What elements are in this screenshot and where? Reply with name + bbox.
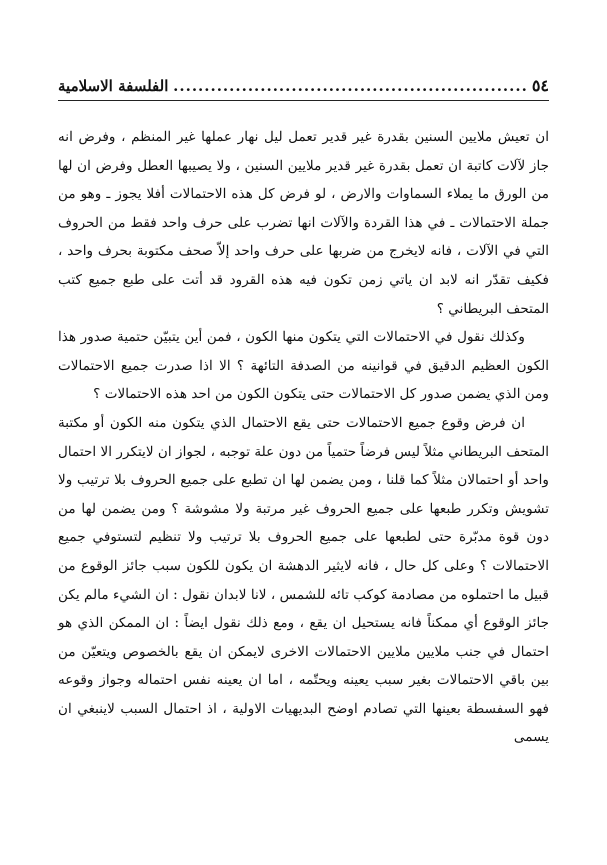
paragraph-2: وكذلك نقول في الاحتمالات التي يتكون منها الكون ، فمن أين يتبيّن حتمية صدور هذا الكون العظيم الدقيق في قوانينه من الصدفة التائهة ؟ الا اذا صدرت جميع الاحتمالات ومن الذي يضمن صدور كل الاحتمالات حتى يتكون الكون من احد هذه الاحتمالات ؟ (58, 329, 549, 403)
running-header (58, 76, 549, 101)
paragraph-3: ان فرض وقوع جميع الاحتمالات حتى يقع الاحتمال الذي يتكون منه الكون أو مكتبة المتحف البريطاني مثلاً ليس فرضاً حتمياً من دون علة توجبه ، لجواز ان لايتكرر الا احتمال واحد أو احتمالان مثلاً كما قلنا ، ومن يضمن لها ان تطبع على جميع الحروف بلا ترتيب ولا تشويش وتكرر طبعها على جميع الحروف غير مرتبة ولا مشوشة ؟ ومن يضمن لها من دون قوة مدبّرة حتى لطبعها على جميع الحروف بلا ترتيب ولا تنظيم لتستوفي جميع الاحتمالات ؟ وعلى كل حال ، فانه لايثير الدهشة ان يكون للكون سبب جائز الوقوع من قبيل ما احتملوه من مصادمة كوكب تائه للشمس ، لانا لابدان نقول : ان الشيء مالم يكن جائز الوقوع أي ممكناً فانه يستحيل ان يقع ، ومع ذلك نقول ايضاً : ان الممكن الذي هو احتمال في جنب ملايين ملايين الاحتمالات الاخرى لايمكن ان يقع بالخصوص ويتعيّن من بين باقي الاحتمالات بغير سبب يعينه ويحتّمه ، اما ان يعينه نفس احتماله وجواز وقوعه فهو السفسطة بعينها التي تصادم اوضح البديهيات الاولية ، اذ احتمال السبب لاينبغي ان يسمى (58, 414, 549, 746)
paragraph-1: ان تعيش ملايين السنين بقدرة غير قدير تعمل ليل نهار عملها غير المنظم ، وفرض انه جاز لآلات كاتبة ان تعمل بقدرة غير قدير ملايين السنين ، ولا يصيبها العطل وفرض ان لها من الورق ما يملاء السماوات والارض ، لو فرض كل هذه الاحتمالات أفلا يجوز ـ وهو من جملة الاحتمالات ـ في هذا القردة والآلات انها تضرب على حرف واحد فقط من الحروف التي في الآلات ، فانه لايخرج من ضربها على حرف واحد إلاّ صحف مكتوبة بحرف واحد ، فكيف تقدّر انه لابد ان ياتي زمن تكون فيه هذه القرود قد أتت على طبع جميع كتب المتحف البريطاني ؟ (58, 129, 549, 317)
page-number: ٥٤ (531, 76, 549, 95)
leader-dots (172, 76, 527, 96)
running-title: الفلسفة الاسلامية (58, 77, 169, 95)
body-text (58, 123, 549, 752)
